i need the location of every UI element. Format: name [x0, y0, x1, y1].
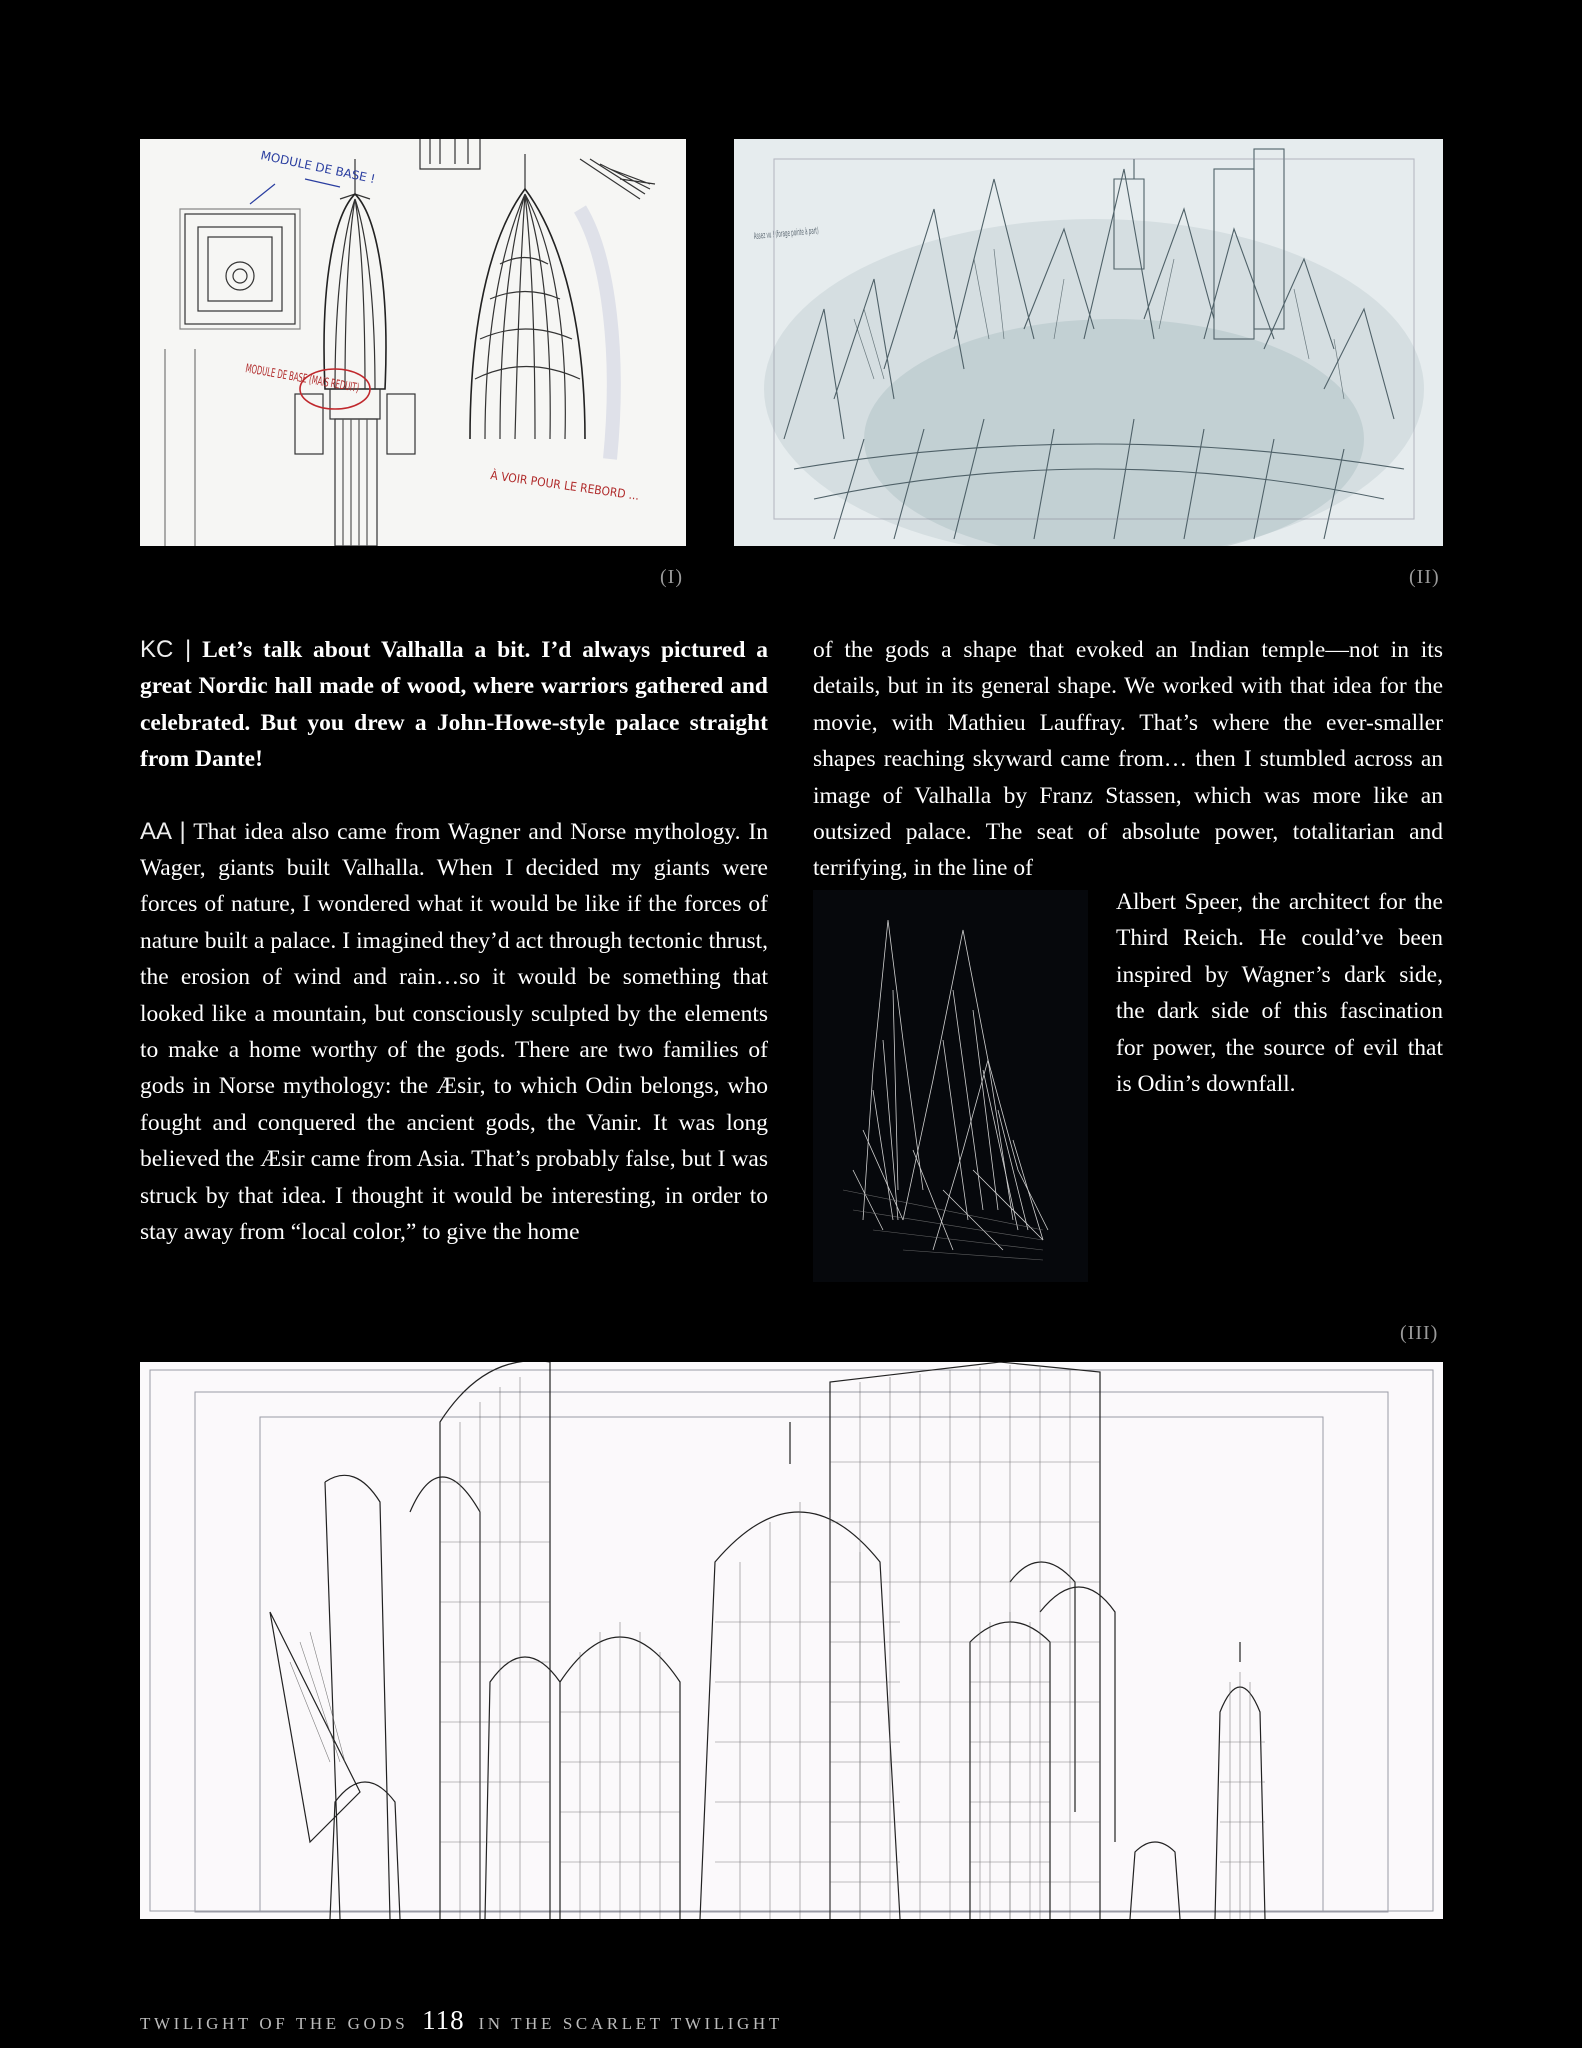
figure-2-sketch: [734, 139, 1443, 546]
question-text: Let’s talk about Valhalla a bit. I’d always pictured a great Nordic hall made of wood, where warriors gathered and celebrated. But you drew a John-Howe-style palace straight from Dante!: [140, 637, 768, 773]
interview-column-2-side: Albert Speer, the architect for the Third Reich. He could’ve been inspired by Wagner’s dark side, the dark side of this fascination for power, the source of evil that is Odin’s downfall.: [1116, 889, 1443, 1098]
figure-1-sketch: [140, 139, 686, 546]
a-speaker: AA |: [140, 817, 186, 845]
answer-text-1: That idea also came from Wagner and Norse mythology. In Wager, giants built Valhalla. When I decided my giants were forces of nature, I wondered what it would be like if the forces of nature built a palace. I imagined they’d act through tectonic thrust, the erosion of wind and rain…so it would be something that looked like a mountain, but consciously sculpted by the elements to make a home worthy of the gods. There are two families of gods in Norse mythology: the Æsir, to which Odin belongs, who fought and conquered the ancient gods, the Vanir. It was long believed the Æsir came from Asia. That’s probably false, but I was struck by that idea. I thought it would be interesting, in order to stay away from “local color,” to give the home: [140, 818, 769, 1246]
figure-3-wireframe: [140, 1362, 1443, 1919]
wireframe-palace-drawing: [140, 1362, 1443, 1919]
q-speaker: KC |: [140, 636, 192, 663]
page-footer: [140, 2005, 783, 2036]
interview-question: [140, 632, 768, 778]
fig1-note-1: MODULE DE BASE !: [259, 148, 377, 187]
figure-3-label: (III): [1400, 1322, 1439, 1344]
page-number: 118: [422, 2005, 465, 2035]
figure-mountain-inset: [813, 890, 1088, 1282]
fig1-note-3: À VOIR POUR LE REBORD ...: [489, 468, 657, 506]
interview-answer: [140, 814, 768, 1251]
figure-2-label: (II): [1409, 566, 1440, 588]
figure-1-label: (I): [660, 566, 683, 588]
fig1-note-2: MODULE DE BASE (MAIS REDUIT): [244, 361, 444, 410]
interview-column-1: [140, 632, 768, 1251]
palace-wash-drawing: [734, 139, 1443, 546]
dome-sketch-drawing: [140, 139, 686, 546]
footer-section-title: IN THE SCARLET TWILIGHT: [478, 2014, 783, 2033]
mountain-scratch-drawing: [813, 890, 1088, 1282]
interview-column-2-top: of the gods a shape that evoked an Indian temple—not in its details, but in its general shape. We worked with that idea for the movie, with Mathieu Lauffray. That’s where the ever-smaller shapes reaching skyward came from… then I stumbled across an image of Valhalla by Franz Stassen, which was more like an outsized palace. The seat of absolute power, totalitarian and terrifying, in the line of: [813, 637, 1443, 882]
footer-book-title: TWILIGHT OF THE GODS: [140, 2014, 409, 2033]
